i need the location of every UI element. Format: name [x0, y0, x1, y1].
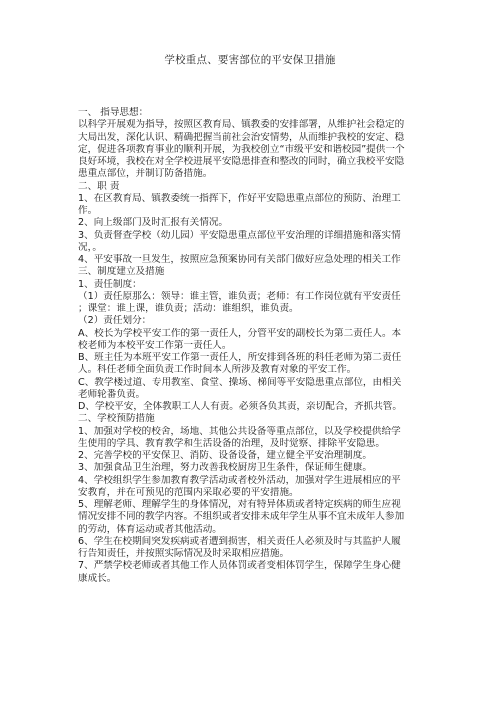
body-text-line: 良好环境，我校在对全学校进展平安隐患排查和整改的同时，确立我校平安隐 [78, 156, 405, 167]
body-text-line: 二、职 责 [78, 180, 120, 192]
body-text-line: 安教育，并在可预见的范围内采取必要的平安措施。 [78, 486, 299, 498]
body-text-line: 3、加强食品卫生治理，努力改善我校厨房卫生条件，保证师生健康。 [78, 462, 372, 474]
body-text-line: 校老师为本校平安工作第一责任人。 [78, 339, 232, 351]
body-text-line: 患重点部位，并制订防备措施。 [78, 168, 213, 180]
body-text-line: 行告知责任，并按照实际情况及时采取相应措施。 [78, 548, 290, 559]
body-text-line: 康成长。 [78, 572, 117, 584]
body-text-line: （1）责任原那么：领导：谁主管，谁负责；老师：有工作岗位就有平安责任 [78, 290, 401, 302]
body-text-line: 二、学校预防措施 [78, 413, 155, 425]
body-text-line: （2）责任划分： [78, 315, 152, 327]
body-text-line: 人。科任老师全面负责工作时间本人所涉及教育对象的平安工作。 [78, 364, 357, 376]
document-body [78, 107, 428, 585]
body-text-line: 情况安排不同的教学内容。不组织或者安排未成年学生从事不宜未成年人参加 [78, 511, 405, 523]
body-text-line: 4、学校组织学生参加教育教学活动或者校外活动，加强对学生进展相应的平 [78, 474, 401, 486]
body-text-line: 定，促进各项教育事业的顺利开展，为我校创立“市级平安和谐校园”提供一个 [78, 143, 405, 155]
body-text-line: 5、理解老师、理解学生的身体情况，对有特异体质或者特定疾病的师生应视 [78, 499, 401, 510]
body-text-line: 作。 [78, 205, 98, 216]
body-text-line: 1、责任制度： [78, 278, 142, 290]
body-text-line: 2、向上级部门及时汇报有关情况。 [78, 217, 229, 229]
body-text-line: 6、学生在校期间突发疾病或者遭到损害，相关责任人必须及时与其监护人履 [78, 535, 401, 547]
body-text-line: 3、负责督查学校（幼儿园）平安隐患重点部位平安治理的详细措施和落实情 [78, 229, 401, 241]
body-text-line: C、教学楼过道、专用教室、食堂、操场、梯间等平安隐患重点部位，由相关 [78, 376, 402, 388]
body-text-line: 老师轮番负责。 [78, 388, 146, 400]
body-text-line: 4、平安事故一旦发生，按照应急预案协同有关部门做好应急处理的相关工作 [78, 254, 401, 265]
body-text-line: ；课堂：谁上课，谁负责；活动：谁组织，谁负责。 [78, 303, 299, 314]
body-text-line: 2、完善学校的平安保卫、消防、设备设备，建立健全平安治理制度。 [78, 450, 372, 461]
body-text-line: 7、严禁学校老师或者其他工作人员体罚或者变相体罚学生，保障学生身心健 [78, 560, 401, 572]
body-text-line: 的劳动，体育运动或者其他活动。 [78, 523, 222, 535]
body-text-line: 1、加强对学校的校舍，场地、其他公共设备等重点部位，以及学校提供给学 [78, 425, 401, 437]
body-text-line: A、校长为学校平安工作的第一责任人，分管平安的副校长为第二责任人。本 [78, 327, 402, 339]
body-text-line: 以科学开展观为指导，按照区教育局、镇教委的安排部署，从维护社会稳定的 [78, 119, 405, 131]
body-text-line: 一、 指导思想： [78, 107, 149, 118]
body-text-line: B、班主任为本班平安工作第一责任人，所安排到各班的科任老师为第二责任 [78, 352, 402, 363]
body-text-line: 况，。 [78, 241, 102, 253]
body-text-line: D、学校平安，全体教职工人人有责。必须各负其责，亲切配合，齐抓共管。 [78, 401, 402, 412]
body-text-line: 生使用的学具、教育教学和生活设备的治理，及时觉察、排除平安隐患。 [78, 437, 385, 449]
body-text-line: 1、在区教育局、镇教委统一指挥下，作好平安隐患重点部位的预防、治理工 [78, 192, 401, 204]
body-text-line: 三、制度建立及措施 [78, 266, 165, 278]
document-title: 学校重点、要害部位的平安保卫措施 [164, 54, 336, 66]
body-text-line: 大局出发，深化认识、精确把握当前社会治安情势，从而维护我校的安定、稳 [78, 131, 405, 143]
